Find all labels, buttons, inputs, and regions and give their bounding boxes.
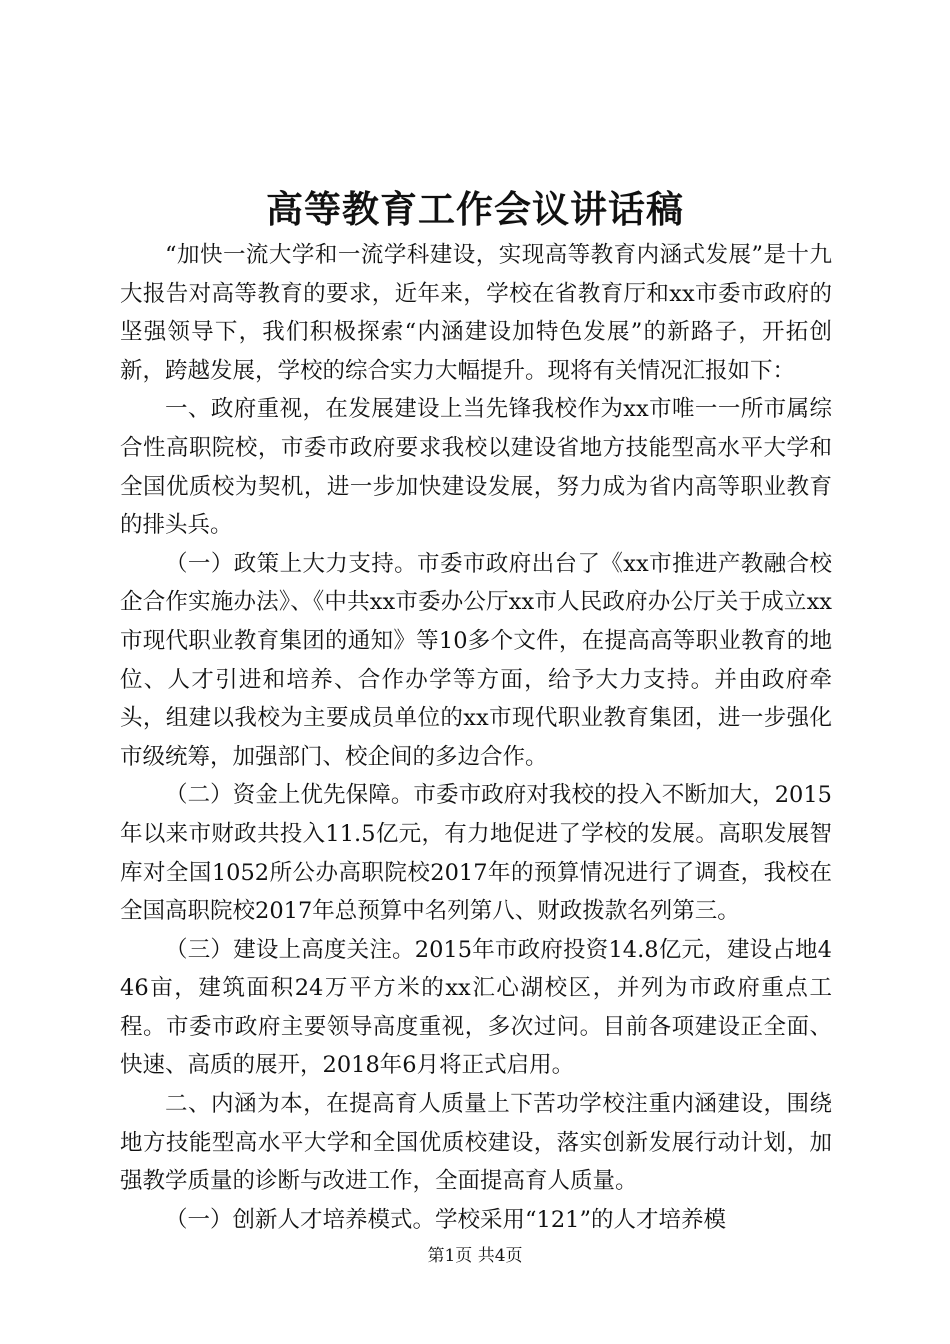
document-title: 高等教育工作会议讲话稿	[266, 187, 684, 231]
paragraph-construction: （三）建设上高度关注。2015年市政府投资14.8亿元，建设占地446亩，建筑面积24万平方米的xx汇心湖校区，并列为市政府重点工程。市委市政府主要领导高度重视，多次过问。目前各项建设正全面、快速、高质的展开，2018年6月将正式启用。	[120, 936, 832, 1079]
page-number-footer: 第1页 共4页	[427, 1246, 523, 1266]
paragraph-section-1: 一、政府重视，在发展建设上当先锋我校作为xx市唯一一所市属综合性高职院校，市委市政府要求我校以建设省地方技能型高水平大学和全国优质校为契机，进一步加快建设发展，努力成为省内高等职业教育的排头兵。	[120, 396, 832, 539]
paragraph-intro: “加快一流大学和一流学科建设，实现高等教育内涵式发展”是十九大报告对高等教育的要求，近年来，学校在省教育厅和xx市委市政府的坚强领导下，我们积极探索“内涵建设加特色发展”的新路子，开拓创新，跨越发展，学校的综合实力大幅提升。现将有关情况汇报如下：	[120, 242, 832, 384]
paragraph-section-2: 二、内涵为本，在提高育人质量上下苦功学校注重内涵建设，围绕地方技能型高水平大学和全国优质校建设，落实创新发展行动计划，加强教学质量的诊断与改进工作，全面提高育人质量。	[120, 1091, 832, 1195]
document-body	[120, 236, 832, 1239]
paragraph-policy-support: （一）政策上大力支持。市委市政府出台了《xx市推进产教融合校企合作实施办法》、《中共xx市委办公厅xx市人民政府办公厅关于成立xx市现代职业教育集团的通知》等10多个文件，在提高高等职业教育的地位、人才引进和培养、合作办学等方面，给予大力支持。并由政府牵头，组建以我校为主要成员单位的xx市现代职业教育集团，进一步强化市级统筹，加强部门、校企间的多边合作。	[120, 550, 832, 770]
paragraph-training-model: （一）创新人才培养模式。学校采用“121”的人才培养模	[165, 1206, 726, 1233]
paragraph-funding: （二）资金上优先保障。市委市政府对我校的投入不断加大，2015年以来市财政共投入11.5亿元，有力地促进了学校的发展。高职发展智库对全国1052所公办高职院校2017年的预算情况进行了调查，我校在全国高职院校2017年总预算中名列第八、财政拨款名列第三。	[120, 782, 832, 925]
